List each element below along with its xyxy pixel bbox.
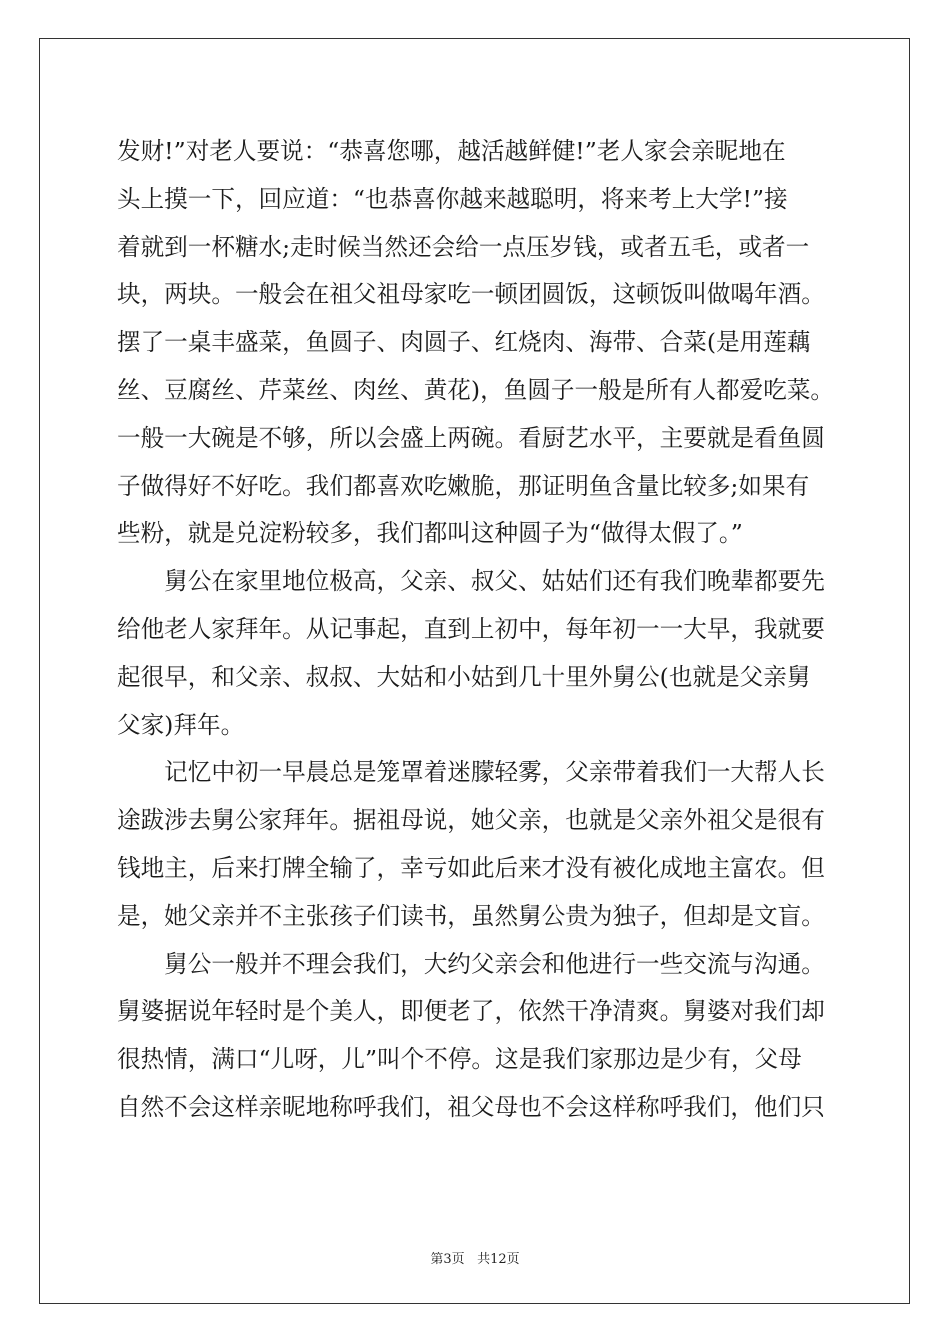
text-line: 子做得好不好吃。我们都喜欢吃嫩脆，那证明鱼含量比较多;如果有 — [117, 471, 810, 500]
text-line: 记忆中初一早晨总是笼罩着迷朦轻雾，父亲带着我们一大帮人长 — [117, 758, 825, 787]
text-line: 自然不会这样亲昵地称呼我们，祖父母也不会这样称呼我们，他们只 — [117, 1092, 825, 1121]
text-line: 父家)拜年。 — [117, 710, 245, 739]
text-line: 很热情，满口“儿呀，儿”叫个不停。这是我们家那边是少有，父母 — [117, 1045, 802, 1074]
text-line: 着就到一杯糖水;走时候当然还会给一点压岁钱，或者五毛，或者一 — [117, 232, 810, 261]
page-number: 第3页 — [430, 1252, 465, 1267]
text-line: 块，两块。一般会在祖父祖母家吃一顿团圆饭，这顿饭叫做喝年酒。 — [117, 280, 825, 309]
text-line: 舅公一般并不理会我们，大约父亲会和他进行一些交流与沟通。 — [117, 949, 825, 978]
page-footer — [0, 1248, 950, 1267]
text-line: 舅公在家里地位极高，父亲、叔父、姑姑们还有我们晚辈都要先 — [117, 567, 825, 596]
text-line: 给他老人家拜年。从记事起，直到上初中，每年初一一大早，我就要 — [117, 614, 825, 643]
text-line: 起很早，和父亲、叔叔、大姑和小姑到几十里外舅公(也就是父亲舅 — [117, 662, 811, 691]
text-line: 头上摸一下，回应道：“也恭喜你越来越聪明，将来考上大学!”接 — [117, 184, 788, 213]
text-line: 丝、豆腐丝、芹菜丝、肉丝、黄花)，鱼圆子一般是所有人都爱吃菜。 — [117, 375, 835, 404]
text-line: 途跋涉去舅公家拜年。据祖母说，她父亲，也就是父亲外祖父是很有 — [117, 806, 825, 835]
text-line: 舅婆据说年轻时是个美人，即便老了，依然干净清爽。舅婆对我们却 — [117, 997, 825, 1026]
text-line: 些粉，就是兑淀粉较多，我们都叫这种圆子为“做得太假了。” — [117, 519, 743, 548]
text-line: 钱地主，后来打牌全输了，幸亏如此后来才没有被化成地主富农。但 — [117, 853, 825, 882]
text-line: 一般一大碗是不够，所以会盛上两碗。看厨艺水平，主要就是看鱼圆 — [117, 423, 825, 452]
text-line: 发财!”对老人要说：“恭喜您哪，越活越鲜健!”老人家会亲昵地在 — [117, 137, 786, 165]
text-line: 是，她父亲并不主张孩子们读书，虽然舅公贵为独子，但却是文盲。 — [117, 901, 825, 930]
text-line: 摆了一桌丰盛菜，鱼圆子、肉圆子、红烧肉、海带、合菜(是用莲藕 — [117, 328, 811, 357]
document-body — [117, 128, 837, 1132]
page-total: 共12页 — [477, 1252, 520, 1267]
